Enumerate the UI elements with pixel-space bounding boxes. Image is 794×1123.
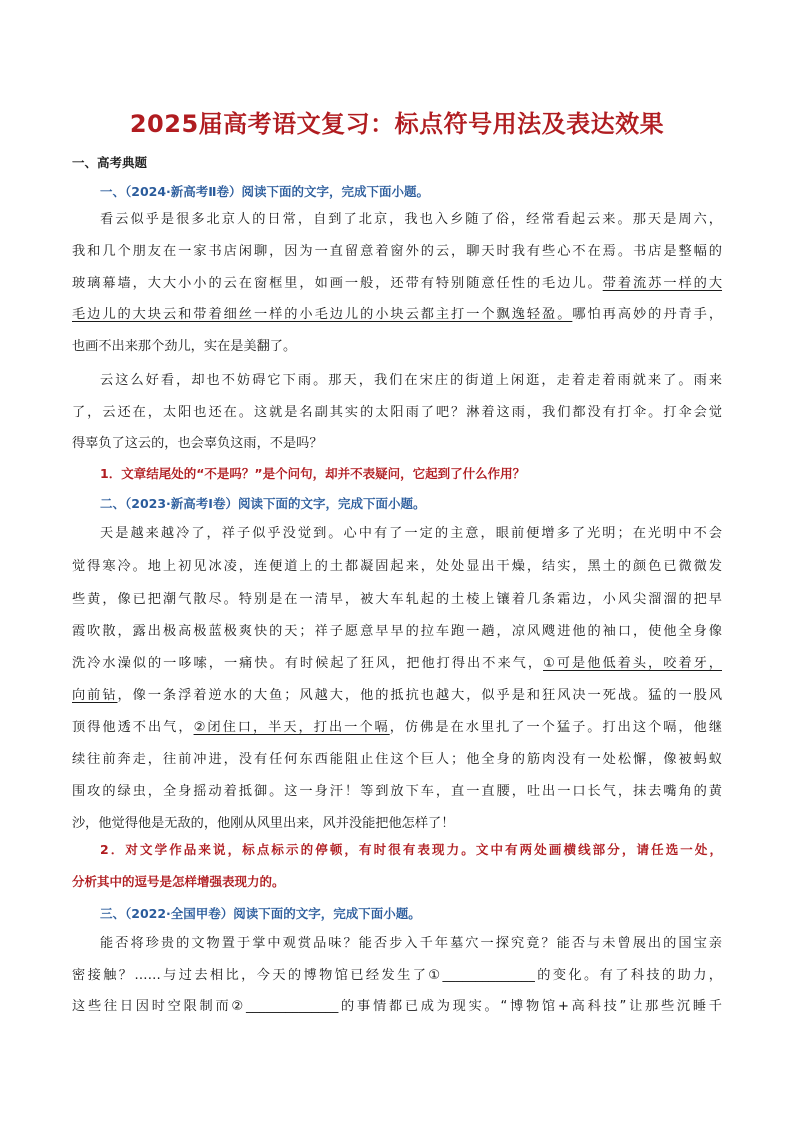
part1-line: 得辜负了这云的，也会辜负这雨，不是吗？ bbox=[72, 436, 323, 451]
page-title: 2025届高考语文复习：标点符号用法及表达效果 bbox=[129, 110, 665, 138]
part1-text: 哪怕再高妙的丹青手， bbox=[572, 307, 723, 322]
part2-line: 些黄，像已把潮气散尽。特别是在一清早，被大车轧起的土棱上镶着几条霜边，小风尖溜溜的把早 bbox=[72, 592, 722, 607]
part2-heading: 二、（2023·新高考Ⅰ卷）阅读下面的文字，完成下面小题。 bbox=[100, 496, 426, 511]
part2-line: 续往前奔走，往前冲进，没有任何东西能阻止住这个巨人；他全身的筋肉没有一处松懈，像被蚂蚁 bbox=[72, 752, 722, 767]
section-heading: 一、高考典题 bbox=[72, 155, 148, 170]
part1-line: 云这么好看，却也不妨碍它下雨。那天，我们在宋庄的街道上闲逛，走着走着雨就来了。雨来 bbox=[100, 373, 722, 388]
part1-line: 了，云还在，太阳也还在。这就是名副其实的太阳雨了吧？淋着这雨，我们都没有打伞。打伞会觉 bbox=[72, 405, 722, 420]
part1-line: 看云似乎是很多北京人的日常，自到了北京，我也入乡随了俗，经常看起云来。那天是周六， bbox=[100, 212, 722, 227]
part1-line bbox=[72, 305, 722, 325]
part2-line: 天是越来越冷了，祥子似乎没觉到。心中有了一定的主意，眼前便增多了光明；在光明中不会 bbox=[100, 526, 722, 541]
part2-line: 觉得寒冷。地上初见冰凌，连便道上的土都凝固起来，处处显出干燥，结实，黑土的颜色已微微发 bbox=[72, 559, 722, 574]
part2-line bbox=[72, 686, 722, 706]
part2-line bbox=[72, 654, 722, 674]
part1-line: 也画不出来那个劲儿，实在是美翻了。 bbox=[72, 339, 297, 354]
underlined-text: ①可是他低着头，咬着牙， bbox=[543, 656, 722, 671]
part2-text: ，像一条浮着逆水的大鱼；风越大，他的抵抗也越大，似乎是和狂风决一死战。猛的一股风 bbox=[117, 688, 723, 703]
part2-text: 顶得他透不出气， bbox=[72, 720, 194, 735]
underlined-text: ②闭住口，半天，打出一个嗝 bbox=[193, 720, 390, 735]
part2-line: 围攻的绿虫，全身摇动着抵御。这一身汗！等到放下车，直一直腰，吐出一口长气，抹去嘴角的黄 bbox=[72, 784, 722, 799]
part2-line: 沙，他觉得他是无敌的，他刚从风里出来，风并没能把他怎样了！ bbox=[72, 816, 455, 831]
part3-line: 密接触？……与过去相比，今天的博物馆已经发生了①______________的变化。有了科技的助力， bbox=[72, 968, 722, 983]
part2-line bbox=[72, 718, 722, 738]
question-1: 1．文章结尾处的“不是吗？”是个问句，却并不表疑问，它起到了什么作用？ bbox=[100, 466, 526, 481]
part3-line: 这些往日因时空限制而②______________的事情都已成为现实。“博物馆+高科技”让那些沉睡千 bbox=[72, 999, 722, 1014]
part1-heading: 一、（2024·新高考Ⅱ卷）阅读下面的文字，完成下面小题。 bbox=[100, 184, 430, 199]
underlined-text: 带着流苏一样的大 bbox=[602, 276, 723, 291]
part1-line: 我和几个朋友在一家书店闲聊，因为一直留意着窗外的云，聊天时我有些心不在焉。书店是整幅的 bbox=[72, 244, 722, 259]
part2-text: ，仿佛是在水里扎了一个猛子。打出这个嗝，他继 bbox=[389, 720, 723, 735]
question-2-line: 2．对文学作品来说，标点标示的停顿，有时很有表现力。文中有两处画横线部分，请任选一处， bbox=[100, 842, 722, 857]
part3-line: 能否将珍贵的文物置于掌中观赏品味？能否步入千年墓穴一探究竟？能否与未曾展出的国宝亲 bbox=[100, 936, 722, 951]
part2-text: 洗冷水澡似的一哆嗦，一痛快。有时候起了狂风，把他打得出不来气， bbox=[72, 656, 544, 671]
part1-line bbox=[72, 274, 722, 294]
part2-line: 霞吹散，露出极高极蓝极爽快的天；祥子愿意早早的拉车跑一趟，凉风飕进他的袖口，使他全身像 bbox=[72, 624, 722, 639]
part1-text: 玻璃幕墙，大大小小的云在窗框里，如画一般，还带有特别随意任性的毛边儿。 bbox=[72, 276, 603, 291]
underlined-text: 毛边儿的大块云和带着细丝一样的小毛边儿的小块云都主打一个飘逸轻盈。 bbox=[72, 307, 573, 322]
underlined-text: 向前钻 bbox=[72, 688, 118, 703]
question-2-line: 分析其中的逗号是怎样增强表现力的。 bbox=[72, 874, 285, 889]
part3-heading: 三、（2022·全国甲卷）阅读下面的文字，完成下面小题。 bbox=[100, 906, 421, 921]
